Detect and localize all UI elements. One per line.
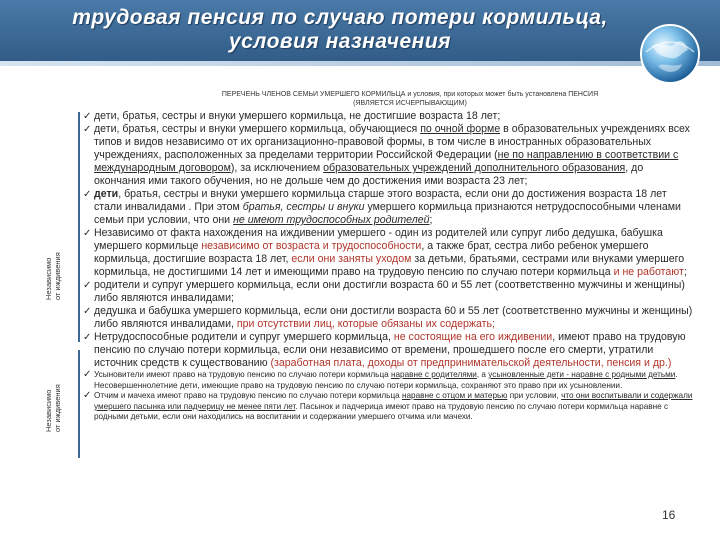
- list-item: [84, 391, 696, 423]
- list-item-text: наравне с родителями: [390, 370, 477, 379]
- checkmark-icon: ✓: [83, 124, 92, 135]
- list-item-text: дети, братья, сестры и внуки умершего кормильца, обучающиеся: [94, 123, 421, 135]
- checkmark-icon: ✓: [83, 189, 92, 200]
- side-label-lower-line-1: Независимо: [44, 389, 53, 432]
- list-item-text: если они заняты уходом: [291, 253, 412, 265]
- title-banner: [0, 0, 720, 66]
- list-item-text: не состоящие на его иждивении: [393, 331, 553, 343]
- checkmark-icon: ✓: [83, 332, 92, 343]
- list-item-text: (заработная плата, доходы от предпринимательской деятельности, пенсия и др.): [270, 357, 672, 369]
- page-number: 16: [662, 508, 676, 522]
- title-line-1: трудовая пенсия по случаю потери кормильца,: [72, 6, 608, 29]
- side-label-lower: [44, 384, 62, 432]
- conditions-list: [84, 110, 696, 423]
- list-item-text: ;: [429, 214, 433, 226]
- list-item-text: и не работают: [613, 266, 684, 278]
- list-item: [84, 279, 696, 305]
- list-heading: [150, 90, 670, 108]
- list-item-text: . Пасынок и падчерица имеют право на трудовую пенсию по случаю потери кормильца наравне с родными детьми, если они находились на воспитании и содержании умершего отчима или мачехи.: [94, 401, 669, 422]
- list-item-text: . Несовершеннолетние дети, имеющие право на трудовую пенсию по случаю потери кормильца, сохраняют это право при их усыновлении.: [94, 370, 678, 390]
- checkmark-icon: ✓: [83, 369, 92, 380]
- list-item-text: , до окончания ими такого обучения, но не дольше чем до достижения ими возраста 23 лет;: [94, 162, 644, 187]
- list-item: [84, 227, 696, 279]
- checkmark-icon: ✓: [83, 228, 92, 239]
- list-item: [84, 110, 696, 123]
- upper-group-bracket: [78, 112, 80, 342]
- list-item-text: в образовательных учреждениях всех типов и видов независимо от их организационно-правовой формы, в том числе в иностранных образовательных учреждениях, расположенных за пределами территории Российской Федерации (: [94, 123, 690, 161]
- side-label-upper-line-2: от иждивения: [53, 252, 62, 300]
- list-item-text: , а также брат, сестра либо ребенок умершего кормильца, достигшие возраста 18 лет,: [94, 240, 649, 265]
- checkmark-icon: ✓: [83, 111, 92, 122]
- checkmark-icon: ✓: [83, 390, 92, 402]
- list-item-text: , имеют право на трудовую пенсию по случаю потери кормильца, если они независимо от времени, прошедшего после его смерти, утратили источник средств к существованию: [94, 331, 686, 369]
- list-item-text: родители и супруг умершего кормильца, если они достигли возраста 60 и 55 лет (соответственно мужчины и женщины) либо являются инвалидами;: [94, 279, 685, 304]
- side-label-upper-line-1: Независимо: [44, 257, 53, 300]
- list-item: [84, 370, 696, 391]
- list-item-text: не имеют трудоспособных родителей: [233, 214, 430, 226]
- list-item-text: Нетрудоспособные родители и супруг умершего кормильца,: [94, 331, 394, 343]
- list-item: [84, 331, 696, 370]
- list-item-text: не по направлению в соответствии с международным договором: [94, 149, 679, 174]
- list-item: [84, 305, 696, 331]
- list-item-text: умершего кормильца признаются нетрудоспособными членами семьи при условии, что они: [94, 201, 681, 226]
- globe-icon: [638, 22, 702, 86]
- list-item-text: Независимо от факта нахождения на иждивении умершего - один из родителей или супруг либо дедушка, бабушка умершего кормильце: [94, 227, 663, 252]
- page-title: [40, 6, 640, 54]
- list-item-text: за детьми, братьями, сестрами или внуками умершего кормильца, не достигшими 14 лет и имеющими право на трудовую пенсию по случаю потери кормильца: [94, 253, 685, 278]
- list-item-text: что они воспитывали и содержали умершего пасынка или падчерицу не менее пяти лет: [94, 391, 693, 411]
- list-item-text: образовательных учреждений дополнительного образования: [323, 162, 626, 174]
- list-item-text: Усыновители имеют право на трудовую пенсию по случаю потери кормильца: [94, 370, 391, 379]
- list-item-text: , а: [476, 370, 489, 379]
- list-item-text: дети: [94, 188, 119, 200]
- list-item-text: по очной форме: [420, 123, 501, 135]
- list-item-text: при условии,: [507, 391, 562, 401]
- list-item-text: при отсутствии лиц, которые обязаны их содержать;: [236, 318, 495, 330]
- list-item-text: , братья, сестры и внуки умершего кормильца старше этого возраста, если они до достижения возраста 18 лет стали инвалидами . При этом: [94, 188, 667, 213]
- checkmark-icon: ✓: [83, 306, 92, 317]
- list-item-text: ;: [683, 266, 687, 278]
- list-item: [84, 188, 696, 227]
- list-item-text: наравне с отцом и матерью: [401, 391, 508, 401]
- list-item-text: дедушка и бабушка умершего кормильца, если они достигли возраста 60 и 55 лет (соответственно мужчины и женщины) либо являются инвалидами,: [94, 305, 693, 330]
- list-item-text: независимо от возраста и трудоспособности: [201, 240, 422, 252]
- side-label-upper: [44, 252, 62, 300]
- list-item: [84, 123, 696, 188]
- list-item-text: Отчим и мачеха имеют право на трудовую пенсию по случаю потери кормильца: [94, 391, 402, 401]
- lower-group-bracket: [78, 350, 80, 458]
- list-item-text: братья, сестры и внуки: [242, 201, 365, 213]
- list-heading-line-1: ПЕРЕЧЕНЬ ЧЛЕНОВ СЕМЬИ УМЕРШЕГО КОРМИЛЬЦА и условия, при которых может быть установлена ПЕНСИЯ: [221, 91, 599, 98]
- list-item-text: ), за исключением: [230, 162, 324, 174]
- list-item-text: усыновленные дети - наравне с родными детьми: [488, 370, 676, 379]
- list-item-text: дети, братья, сестры и внуки умершего кормильца, не достигшие возраста 18 лет;: [94, 110, 501, 122]
- checkmark-icon: ✓: [83, 280, 92, 291]
- side-label-lower-line-2: от иждивения: [53, 384, 62, 432]
- title-line-2: условия назначения: [228, 30, 452, 53]
- list-heading-line-2: (ЯВЛЯЕТСЯ ИСЧЕРПЫВАЮЩИМ): [353, 100, 467, 107]
